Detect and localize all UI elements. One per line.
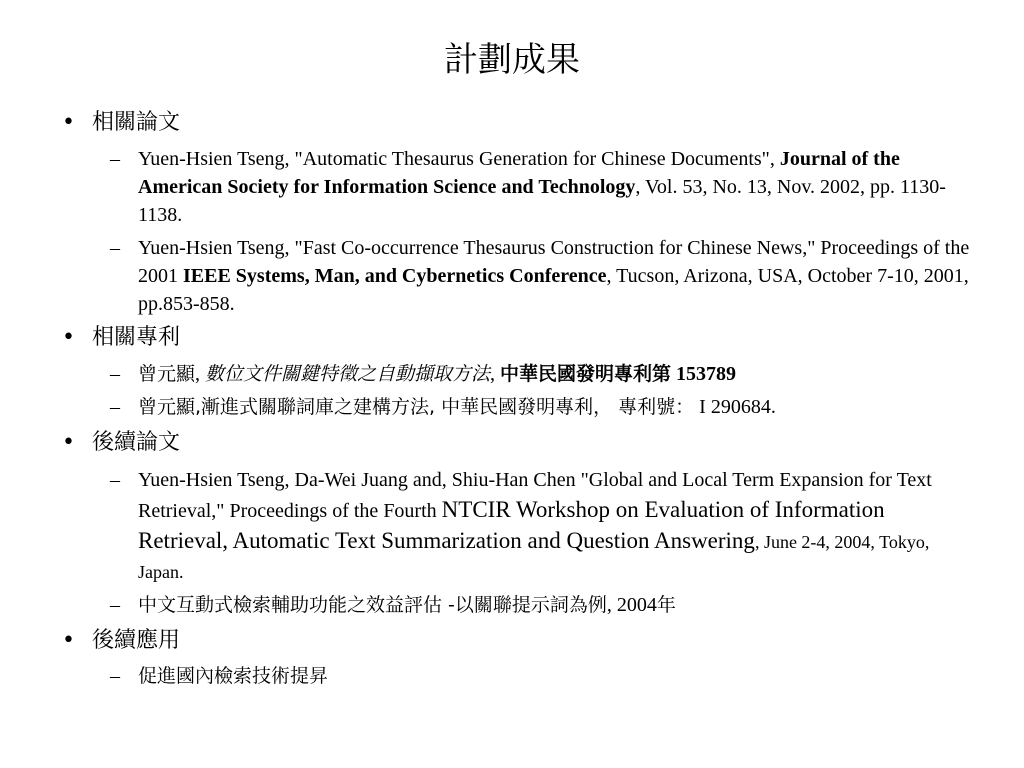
section-heading-label: 相關專利 <box>92 325 181 350</box>
dash-icon: – <box>110 237 120 259</box>
followup-paper-1-text: Yuen-Hsien Tseng, Da-Wei Juang and, Shiu-Han Chen "Global and Local Term Expansion for Text Retrieval," Proceedings of the Fourth <box>138 469 932 522</box>
paper-2-details: , Tucson, Arizona, USA, October 7-10, 2001, pp.853-858. <box>138 265 969 315</box>
patent-2-number: I 290684. <box>694 396 776 418</box>
patent-1-number: 153789 <box>671 363 737 385</box>
dash-icon: – <box>110 396 120 418</box>
paper-2-text: Yuen-Hsien Tseng, "Fast Co-occurrence Thesaurus Construction for Chinese News," Proceedings of the 2001 <box>138 237 970 287</box>
patent-1-sep2: , <box>490 363 501 385</box>
paper-1-text: Yuen-Hsien Tseng, "Automatic Thesaurus Generation for Chinese Documents", <box>138 148 780 170</box>
application-1-text: 促進國內檢索技術提昇 <box>138 665 329 687</box>
list-item-application-1 <box>110 662 970 690</box>
dash-icon: – <box>110 148 120 170</box>
list-item-paper-1 <box>110 145 970 229</box>
dash-icon: – <box>110 469 120 491</box>
bullet-icon: • <box>62 325 75 350</box>
followup-paper-2-year: , 2004 <box>606 594 657 616</box>
section-heading-label: 後續應用 <box>92 628 181 653</box>
patent-1-label: 中華民國發明專利第 <box>500 363 672 385</box>
followup-paper-1-details: , June 2-4, 2004, Tokyo, Japan. <box>138 532 930 582</box>
followup-paper-1-venue: NTCIR Workshop on Evaluation of Information Retrieval, Automatic Text Summarization and Question Answering <box>138 497 885 553</box>
list-item-followup-paper-2 <box>110 591 970 619</box>
bullet-icon: • <box>62 110 75 135</box>
paper-2-conference: IEEE Systems, Man, and Cybernetics Conference <box>183 265 607 287</box>
list-item-patent-2 <box>110 393 970 421</box>
bullet-icon: • <box>62 628 75 653</box>
paper-1-details: , Vol. 53, No. 13, Nov. 2002, pp. 1130-1138. <box>138 176 946 226</box>
followup-paper-2-year-suffix: 年 <box>656 594 676 616</box>
patent-1-sep: , <box>195 363 206 385</box>
patent-1-author: 曾元顯 <box>138 363 196 385</box>
patent-2-text: 曾元顯,漸進式關聯詞庫之建構方法, 中華民國發明專利， 專利號： <box>138 396 695 418</box>
dash-icon: – <box>110 594 120 616</box>
dash-icon: – <box>110 665 120 687</box>
patent-1-title: 數位文件關鍵特徵之自動擷取方法 <box>205 363 491 385</box>
section-heading-label: 相關論文 <box>92 110 181 135</box>
section-heading-label: 後續論文 <box>92 430 181 455</box>
list-item-patent-1 <box>110 360 970 388</box>
slide-title: 計劃成果 <box>444 40 580 80</box>
followup-paper-2-title: 中文互動式檢索輔助功能之效益評估 -以關聯提示詞為例 <box>138 594 607 616</box>
list-item-followup-paper-1 <box>110 465 970 587</box>
bullet-icon: • <box>62 430 75 455</box>
list-item-paper-2 <box>110 234 970 318</box>
paper-1-journal: Journal of the American Society for Information Science and Technology <box>138 148 900 198</box>
dash-icon: – <box>110 363 120 385</box>
